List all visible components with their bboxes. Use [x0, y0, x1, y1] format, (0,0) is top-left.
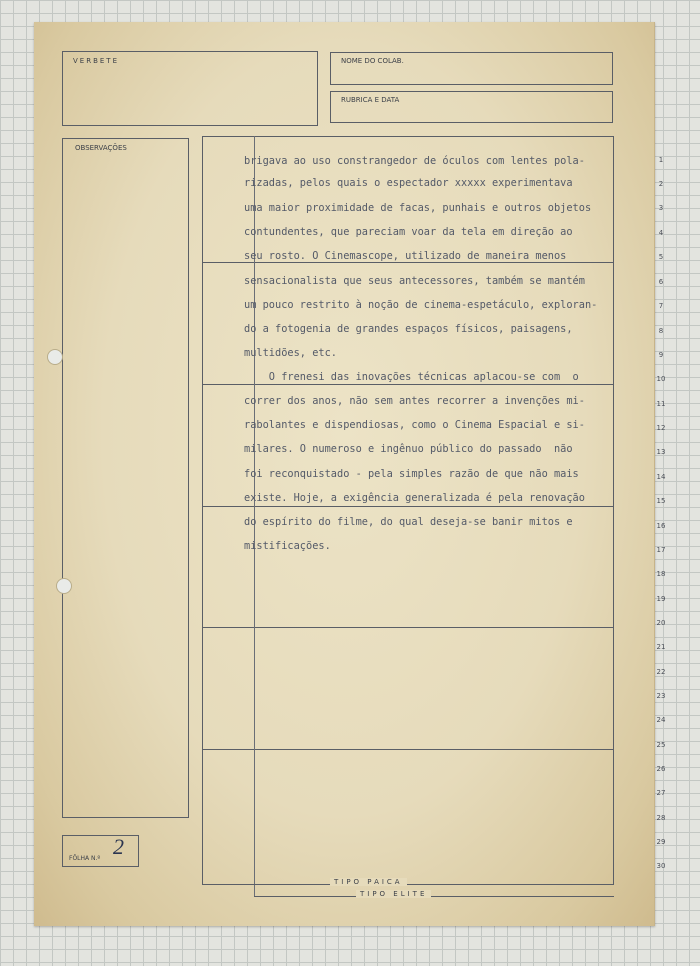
line-number: 13 — [656, 448, 666, 456]
verbete-label: VERBETE — [73, 57, 119, 65]
line-number: 5 — [658, 253, 664, 261]
line-number: 28 — [656, 814, 666, 822]
line-number: 3 — [658, 204, 664, 212]
section-divider — [202, 506, 614, 507]
section-divider — [202, 627, 614, 628]
line-number: 21 — [656, 643, 666, 651]
typed-line: uma maior proximidade de facas, punhais e outros objetos — [244, 202, 592, 214]
typed-line: existe. Hoje, a exigência generalizada é pela renovação — [244, 492, 585, 504]
line-number: 25 — [656, 741, 666, 749]
line-number: 24 — [656, 716, 666, 724]
tipo-paica-label: TIPO PAICA — [330, 878, 407, 886]
line-number: 4 — [658, 229, 664, 237]
typed-line: milares. O numeroso e ingênuo público do passado não — [244, 443, 573, 455]
line-number: 11 — [656, 400, 666, 408]
verbete-box — [62, 51, 318, 126]
line-number: 2 — [658, 180, 664, 188]
typed-line: seu rosto. O Cinemascope, utilizado de maneira menos — [244, 250, 567, 262]
folha-box — [62, 835, 139, 867]
line-number: 8 — [658, 327, 664, 335]
line-number: 9 — [658, 351, 664, 359]
line-number: 22 — [656, 668, 666, 676]
typed-line: mistificações. — [244, 540, 331, 552]
folha-label: FÔLHA N.º — [69, 855, 101, 862]
line-number: 27 — [656, 789, 666, 797]
line-number: 29 — [656, 838, 666, 846]
line-number: 12 — [656, 424, 666, 432]
observacoes-label: OBSERVAÇÕES — [75, 144, 127, 152]
typing-area-frame — [202, 136, 614, 885]
line-number: 30 — [656, 862, 666, 870]
typed-line: rabolantes e dispendiosas, como o Cinema Espacial e si- — [244, 419, 585, 431]
punch-hole — [56, 578, 72, 594]
nome-colab-label: NOME DO COLAB. — [341, 57, 404, 65]
section-divider — [202, 262, 614, 263]
line-number: 18 — [656, 570, 666, 578]
section-divider — [202, 749, 614, 750]
typed-line: do a fotogenia de grandes espaços físicos, paisagens, — [244, 323, 573, 335]
line-number: 20 — [656, 619, 666, 627]
typed-line: brigava ao uso constrangedor de óculos com lentes pola- — [244, 155, 585, 167]
line-number: 10 — [656, 375, 666, 383]
typed-line: sensacionalista que seus antecessores, também se mantém — [244, 275, 585, 287]
typed-line: um pouco restrito à noção de cinema-espetáculo, exploran- — [244, 299, 598, 311]
folha-number: 2 — [113, 834, 124, 859]
line-number: 14 — [656, 473, 666, 481]
tipo-elite-label: TIPO ELITE — [356, 890, 431, 898]
line-number: 15 — [656, 497, 666, 505]
line-number: 16 — [656, 522, 666, 530]
typed-line: O frenesi das inovações técnicas aplacou-se com o — [244, 371, 579, 383]
line-number: 19 — [656, 595, 666, 603]
observacoes-box — [62, 138, 189, 818]
typed-line: foi reconquistado - pela simples razão de que não mais — [244, 468, 579, 480]
typed-line: contundentes, que pareciam voar da tela em direção ao — [244, 226, 573, 238]
punch-hole — [47, 349, 63, 365]
document-page — [34, 22, 666, 926]
nome-colab-box — [330, 52, 613, 85]
line-number: 26 — [656, 765, 666, 773]
line-number: 1 — [658, 156, 664, 164]
rubrica-data-label: RUBRICA E DATA — [341, 96, 400, 104]
typed-line: multidões, etc. — [244, 347, 337, 359]
line-number: 7 — [658, 302, 664, 310]
typed-line: rizadas, pelos quais o espectador xxxxx experimentava — [244, 177, 573, 189]
line-number: 23 — [656, 692, 666, 700]
typed-line: do espírito do filme, do qual deseja-se banir mitos e — [244, 516, 573, 528]
tipo-elite-line — [254, 896, 614, 897]
tipo-paica-line — [202, 884, 614, 885]
section-divider — [202, 384, 614, 385]
line-number: 17 — [656, 546, 666, 554]
rubrica-data-box — [330, 91, 613, 123]
typed-line: correr dos anos, não sem antes recorrer a invenções mi- — [244, 395, 585, 407]
line-number: 6 — [658, 278, 664, 286]
